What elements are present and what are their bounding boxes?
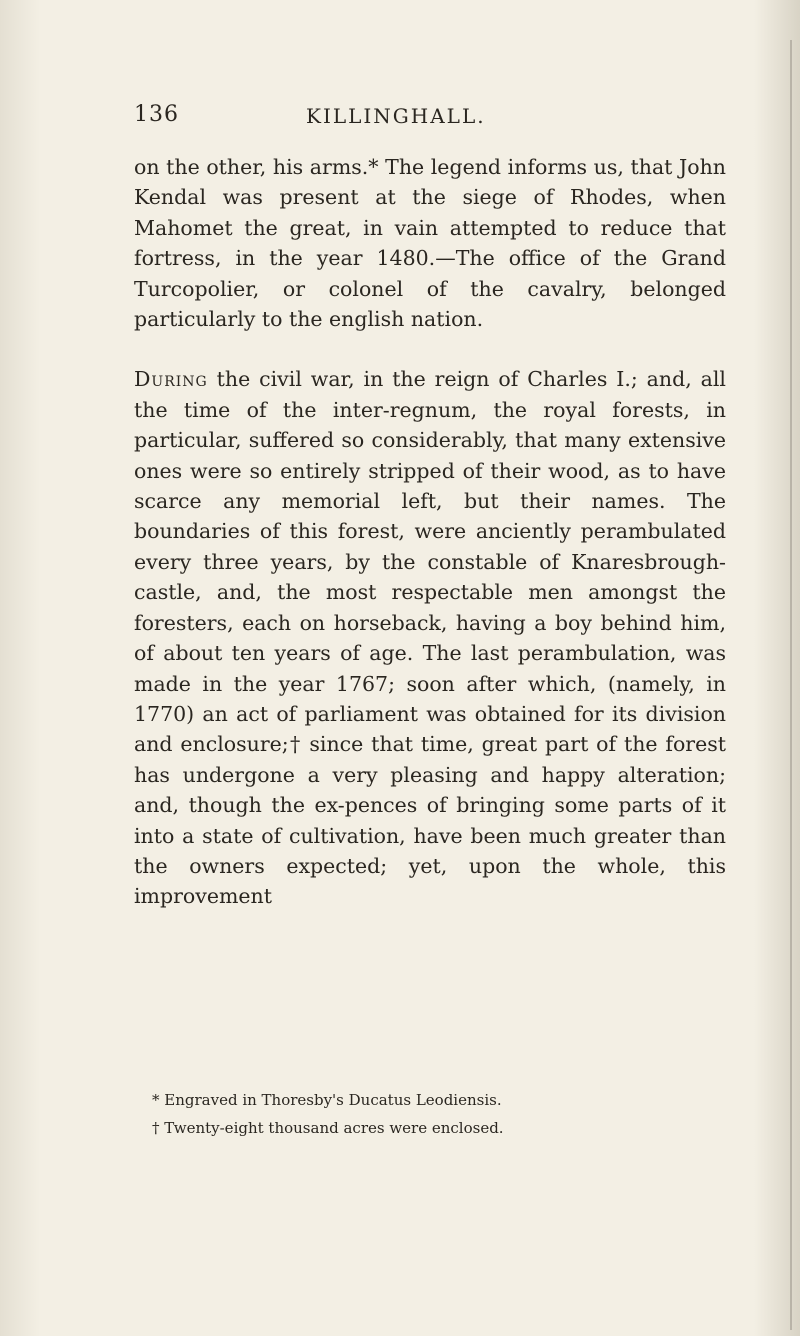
paragraph-2 xyxy=(134,364,726,911)
body-text xyxy=(134,152,726,912)
page-shadow-right xyxy=(754,0,800,1336)
paragraph-2-first-word: During xyxy=(134,367,208,392)
page-header xyxy=(134,88,694,128)
page-number: 136 xyxy=(134,102,179,127)
footnote-2: † Twenty-eight thousand acres were enclosed. xyxy=(152,1119,504,1137)
page-edge-line xyxy=(790,40,792,1330)
footnote-1: * Engraved in Thoresby's Ducatus Leodiensis. xyxy=(152,1091,502,1109)
paragraph-2-text: the civil war, in the reign of Charles I.; and, all the time of the inter-regnum, the royal forests, in particular, suffered so considerably, that many extensive ones were so entirely stripped of their wood, as to have scarce any memorial left, but their names. The boundaries of this forest, were anciently perambulated every three years, by the constable of Knaresbrough-castle, and, the most respectable men amongst the foresters, each on horseback, having a boy behind him, of about ten years of age. The last perambulation, was made in the year 1767; soon after which, (namely, in 1770) an act of parliament was obtained for its division and enclosure;† since that time, great part of the forest has undergone a very pleasing and happy alteration; and, though the ex-pences of bringing some parts of it into a state of cultivation, have been much greater than the owners expected; yet, upon the whole, this improvement xyxy=(134,367,726,909)
page-shadow-left xyxy=(0,0,40,1336)
footnotes xyxy=(152,1086,712,1142)
running-head: KILLINGHALL. xyxy=(306,104,486,128)
paragraph-1: on the other, his arms.* The legend informs us, that John Kendal was present at the siege of Rhodes, when Mahomet the great, in vain attempted to reduce that fortress, in the year 1480.—The office of the Grand Turcopolier, or colonel of the cavalry, belonged particularly to the english nation. xyxy=(134,155,726,332)
